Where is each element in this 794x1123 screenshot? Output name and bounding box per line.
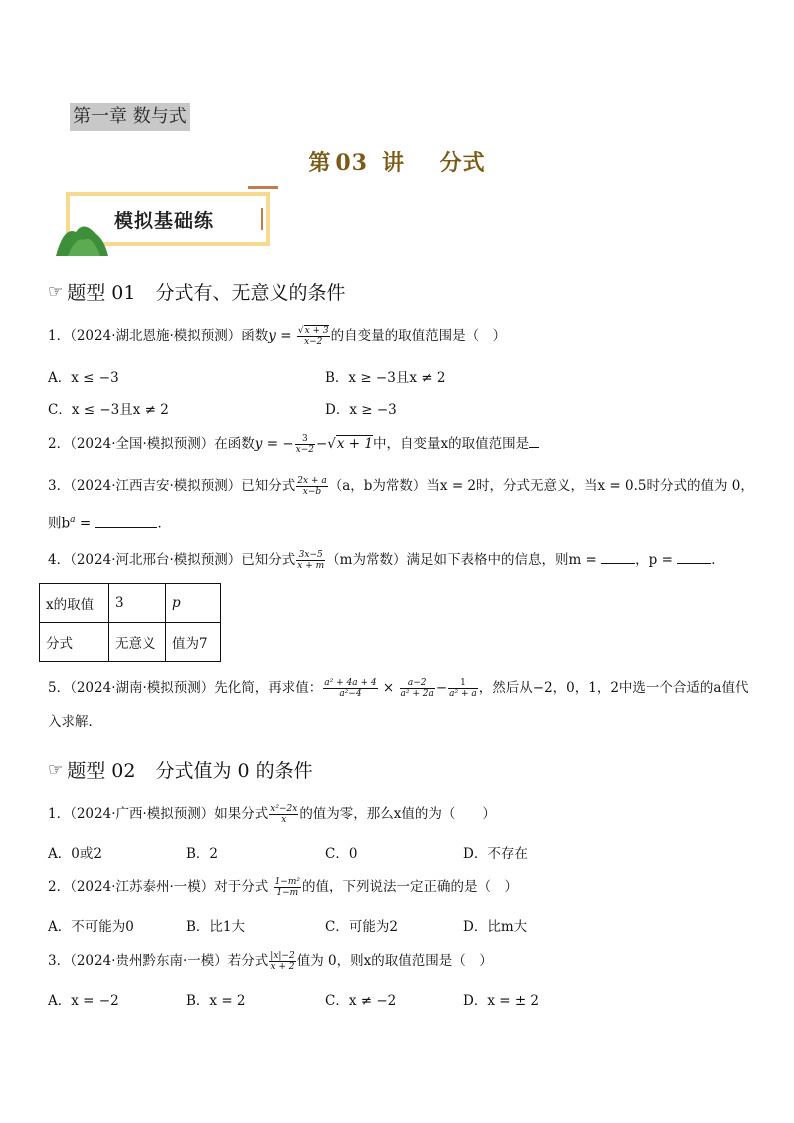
option-b: B．2 [186, 846, 219, 862]
section-title: 分式值为 0 的条件 [155, 760, 313, 782]
fraction: $\frac{2x + a}{x-b}$ [297, 476, 327, 497]
fraction: $\frac{|x|-2}{x + 2}$ [270, 951, 295, 972]
option-c: C．0 [325, 846, 358, 862]
question-2-1: 1．（2024·广西·模拟预测）如果分式 $\frac{\text{x²−2x}}{x}$ 的值为零，那么x值的为（ ） [48, 804, 496, 825]
banner-accent [261, 208, 263, 230]
section-heading-2 [48, 756, 313, 783]
section-title: 分式有、无意义的条件 [155, 282, 346, 304]
section-heading-1 [48, 278, 345, 305]
chapter-label: 第一章 数与式 [70, 103, 190, 131]
option-b: B．x = 2 [186, 993, 246, 1009]
lecture-prefix: 第 [308, 150, 332, 176]
fraction: $\frac{3}{x-2}$ [295, 434, 314, 455]
lecture-suffix: 讲 [381, 150, 405, 176]
section-label: 题型 02 [67, 760, 136, 782]
question-2-3: 3．（2024·贵州黔东南·一模）若分式 $\frac{|x|-2}{x + 2}$ 值为 0，则x的取值范围是（ ） [48, 951, 493, 972]
question-1-5-line2: 入求解． [48, 714, 102, 730]
option-a: A．不可能为0 [48, 919, 134, 935]
fraction: $\frac{\text{1−m²}}{1-m}$ [274, 877, 300, 898]
table-row [40, 623, 221, 662]
option-a: A．0或2 [48, 846, 102, 862]
answer-blank [95, 515, 157, 528]
option-d: D．x ≥ −3 [325, 402, 397, 418]
question-1-1: 1．（2024·湖北恩施·模拟预测）函数y = $\frac{√x + 3}{x-2}$ 的自变量的取值范围是（ ） [48, 326, 507, 347]
table-cell: x的取值 [40, 584, 109, 623]
fraction: $\frac{1}{\text{a² + a}}$ [449, 678, 477, 699]
fraction: $\frac{\text{x²−2x}}{x}$ [270, 804, 298, 825]
option-a: A．x ≤ −3 [48, 370, 119, 386]
option-d: D．不存在 [463, 846, 528, 862]
option-c: C．x ≠ −2 [325, 993, 397, 1009]
banner-label: 模拟基础练 [114, 210, 215, 232]
fraction: $\frac{a-2}{\text{a² + 2a}}$ [400, 678, 434, 699]
lecture-num: 03 [335, 150, 368, 176]
info-table [39, 583, 221, 662]
option-d: D．x = ± 2 [463, 993, 540, 1009]
lecture-title [0, 146, 794, 177]
table-cell: 分式 [40, 623, 109, 662]
option-c: C．x ≤ −3且x ≠ 2 [48, 402, 169, 418]
answer-blank [529, 435, 539, 448]
pointing-hand-icon: ☞ [48, 759, 64, 780]
option-a: A．x = −2 [48, 993, 119, 1009]
answer-blank [601, 551, 635, 564]
lecture-topic: 分式 [439, 150, 486, 176]
question-1-3-line2: 则$b^a$ = ． [48, 515, 171, 532]
fraction: $\frac{√x + 3}{x-2}$ [297, 326, 329, 347]
option-b: B．x ≥ −3且x ≠ 2 [325, 370, 446, 386]
section-label: 题型 01 [67, 282, 136, 304]
section-banner [54, 186, 270, 258]
fraction: $\frac{3x-5}{x + m}$ [297, 550, 325, 571]
table-cell: p [166, 584, 221, 623]
mountain-icon [54, 220, 110, 256]
table-cell: 无意义 [109, 623, 166, 662]
question-1-5: 5．（2024·湖南·模拟预测）先化简，再求值： $\frac{\text{a² + 4a + 4}}{\text{a²−4}}$ × $\frac{a-2}{\text{a² + 2a}}$ − $\frac{1}{\text{a² + a}}$ ，然后从−2，0，1，2中选一个合适的a值代 [48, 678, 749, 699]
question-1-4: 4．（2024·河北邢台·模拟预测）已知分式 $\frac{3x-5}{x + m}$ （m为常数）满足如下表格中的信息，则m = ，p = ． [48, 550, 725, 571]
option-c: C．可能为2 [325, 919, 398, 935]
answer-blank [677, 551, 711, 564]
question-1-2: 2．（2024·全国·模拟预测）在函数y = − $\frac{3}{x-2}$ −√x + 1中，自变量x的取值范围是 [48, 434, 539, 455]
table-cell: 3 [109, 584, 166, 623]
table-row [40, 584, 221, 623]
pointing-hand-icon: ☞ [48, 281, 64, 302]
table-cell: 值为7 [166, 623, 221, 662]
question-2-2: 2．（2024·江苏泰州·一模）对于分式 $\frac{\text{1−m²}}{1-m}$ 的值，下列说法一定正确的是（ ） [48, 877, 518, 898]
banner-accent [248, 186, 278, 189]
option-d: D．比m大 [463, 919, 528, 935]
option-b: B．比1大 [186, 919, 246, 935]
fraction: $\frac{\text{a² + 4a + 4}}{\text{a²−4}}$ [324, 678, 377, 699]
question-1-3: 3．（2024·江西吉安·模拟预测）已知分式 $\frac{2x + a}{x-b}$ （a，b为常数）当x = 2时，分式无意义，当x = 0.5时分式的值为 0， [48, 476, 754, 497]
